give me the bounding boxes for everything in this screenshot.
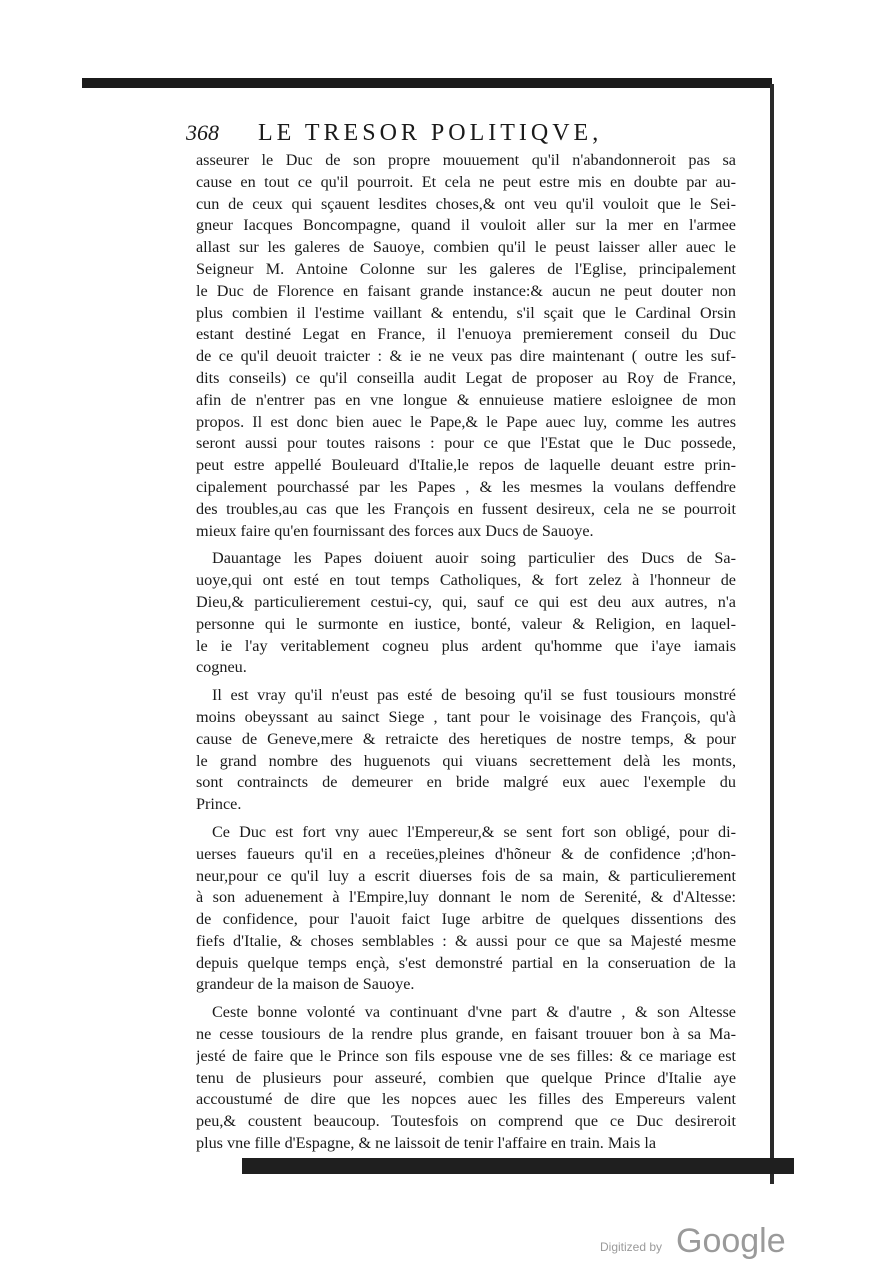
- text-line: Prince.: [196, 795, 242, 814]
- text-line: Il est vray qu'il n'eust pas esté de besoing qu'il se fust tousiours monstré: [212, 686, 736, 705]
- text-line: peu,& coustent beaucoup. Toutesfois on comprend que ce Duc desireroit: [196, 1112, 736, 1131]
- text-line: Seigneur M. Antoine Colonne sur les galeres de l'Eglise, principalement: [196, 259, 736, 278]
- text-line: tenu de plusieurs pour asseuré, combien que quelque Prince d'Italie aye: [196, 1068, 736, 1087]
- text-line: cogneu.: [196, 658, 247, 677]
- page-header: [186, 120, 746, 148]
- running-head: LE TRESOR POLITIQVE,: [258, 120, 603, 146]
- text-line: le Duc de Florence en faisant grande instance:& aucun ne peut douter non: [196, 281, 736, 300]
- text-line: le grand nombre des huguenots qui viuans secrettement delà les monts,: [196, 751, 736, 770]
- body-text: [196, 150, 736, 1177]
- text-line: estant destiné Legat en France, il l'enuoya premierement conseil du Duc: [196, 325, 736, 344]
- text-line: de confidence, pour l'auoit faict Iuge arbitre de quelques dissentions des: [196, 910, 736, 929]
- text-line: fiefs d'Italie, & choses semblables : & aussi pour ce que sa Majesté mesme: [196, 931, 736, 950]
- text-line: plus vne fille d'Espagne, & ne laissoit de tenir l'affaire en train. Mais la: [196, 1134, 656, 1153]
- scan-top-border: [82, 78, 772, 88]
- text-line: Ceste bonne volonté va continuant d'vne part & d'autre , & son Altesse: [212, 1003, 736, 1022]
- scan-bottom-border: [242, 1158, 794, 1174]
- google-watermark: [600, 1222, 800, 1262]
- text-line: de ce qu'il deuoit traicter : & ie ne veux pas dire maintenant ( outre les suf-: [196, 347, 736, 366]
- watermark-prefix: Digitized by: [600, 1240, 663, 1254]
- text-line: sont contraincts de demeurer en bride malgré eux auec l'exemple du: [196, 773, 736, 792]
- text-line: cause en tout ce qu'il pourroit. Et cela ne peut estre mis en doubte par au-: [196, 172, 736, 191]
- text-line: depuis quelque temps ençà, s'est demonstré partial en la conseruation de la: [196, 953, 736, 972]
- text-line: grandeur de la maison de Sauoye.: [196, 975, 415, 994]
- text-line: seront aussi pour toutes raisons : pour ce que l'Estat que le Duc possede,: [196, 434, 736, 453]
- text-line: dits conseils) ce qu'il conseilla audit Legat de proposer au Roy de France,: [196, 368, 736, 387]
- text-line: propos. Il est donc bien auec le Pape,& le Pape auec luy, comme les autres: [196, 412, 736, 431]
- text-line: plus combien il l'estime vaillant & entendu, s'il sçait que le Cardinal Orsin: [196, 303, 736, 322]
- text-line: Dauantage les Papes doiuent auoir soing particulier des Ducs de Sa-: [212, 549, 736, 568]
- text-line: le ie l'ay veritablement cogneu plus ardent qu'homme que i'aye iamais: [196, 636, 736, 655]
- page-number: 368: [186, 120, 219, 145]
- text-line: cause de Geneve,mere & retraicte des heretiques de nostre temps, & pour: [196, 729, 736, 748]
- text-line: uerses faueurs qu'il en a receües,pleines d'hõneur & de confidence ;d'hon-: [196, 844, 736, 863]
- watermark-brand: Google: [676, 1222, 786, 1260]
- text-line: gneur Iacques Boncompagne, quand il vouloit aller sur la mer en l'armee: [196, 216, 736, 235]
- text-line: ne cesse tousiours de la rendre plus grande, en faisant trouuer bon à sa Ma-: [196, 1025, 736, 1044]
- text-line: uoye,qui ont esté en tout temps Catholiques, & fort zelez à l'honneur de: [196, 571, 736, 590]
- scan-right-edge: [770, 84, 774, 1184]
- text-line: Ce Duc est fort vny auec l'Empereur,& se sent fort son obligé, pour di-: [212, 822, 736, 841]
- text-line: afin de n'entrer pas en vne longue & ennuieuse matiere esloignee de mon: [196, 390, 736, 409]
- text-line: neur,pour ce qu'il luy a escrit diuerses fois de sa main, & particulierement: [196, 866, 736, 885]
- text-line: personne qui le surmonte en iustice, bonté, valeur & Religion, en laquel-: [196, 614, 736, 633]
- text-line: à son aduenement à l'Empire,luy donnant le nom de Serenité, & d'Altesse:: [196, 888, 736, 907]
- text-line: cun de ceux qui sçauent lesdites choses,& ont veu qu'il vouloit que le Sei-: [196, 194, 736, 213]
- text-line: Dieu,& particulierement cestui-cy, qui, sauf ce qui est deu aux autres, n'a: [196, 592, 736, 611]
- text-line: asseurer le Duc de son propre mouuement qu'il n'abandonneroit pas sa: [196, 151, 736, 169]
- text-line: accoustumé de dire que les nopces auec les filles des Empereurs valent: [196, 1090, 736, 1109]
- text-line: peut estre appellé Bouleuard d'Italie,le repos de laquelle deuant estre prin-: [196, 456, 736, 475]
- text-line: des troubles,au cas que les François en fussent desireux, cela ne se pourroit: [196, 499, 736, 518]
- text-line: jesté de faire que le Prince son fils espouse vne de ses filles: & ce mariage est: [196, 1046, 736, 1065]
- text-line: allast sur les galeres de Sauoye, combien qu'il le peust laisser aller auec le: [196, 238, 736, 257]
- text-line: cipalement pourchassé par les Papes , & les mesmes la voulans deffendre: [196, 477, 736, 496]
- text-line: moins obeyssant au sainct Siege , tant pour le voisinage des François, qu'à: [196, 707, 736, 726]
- text-line: mieux faire qu'en fournissant des forces aux Ducs de Sauoye.: [196, 521, 594, 540]
